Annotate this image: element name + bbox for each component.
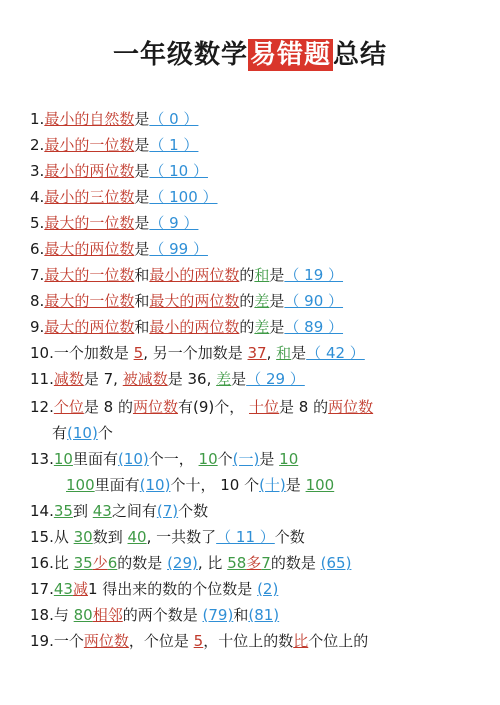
answer-text: （ 100 ） xyxy=(149,188,218,206)
keyword-text: 最大的一位数 xyxy=(44,214,135,232)
keyword-text: 7 xyxy=(261,554,271,572)
problem-number: 5. xyxy=(30,214,45,232)
problem-text: 之间有 xyxy=(111,502,157,520)
problem-number: 13. xyxy=(30,450,54,468)
problem-text: 是 xyxy=(134,188,150,206)
problem-text: 是 xyxy=(231,370,247,388)
keyword-text: 最大的两位数 xyxy=(44,240,135,258)
keyword-text: 35 xyxy=(73,554,93,572)
problem-line xyxy=(30,212,198,234)
keyword-text: 43 xyxy=(92,502,112,520)
problem-text: 与 xyxy=(53,606,74,624)
keyword-text: 6 xyxy=(107,554,118,572)
problem-text: 个 xyxy=(97,424,113,442)
answer-text: （ 11 ） xyxy=(216,528,275,546)
keyword-text: 最小的两位数 xyxy=(44,162,135,180)
answer-text: (10) xyxy=(139,476,171,494)
problem-line xyxy=(66,474,334,496)
keyword-text: 最大的两位数 xyxy=(149,292,240,310)
answer-text: （ 89 ） xyxy=(284,318,344,336)
keyword-text: 10 xyxy=(53,450,73,468)
keyword-text: 多 xyxy=(246,554,262,572)
problem-text: 是 8 的 xyxy=(279,398,329,416)
problem-number: 7. xyxy=(30,266,45,284)
answer-text: （ 29 ） xyxy=(246,370,305,388)
keyword-text: 最小的三位数 xyxy=(44,188,135,206)
answer-text: (10) xyxy=(117,450,149,468)
problem-number: 17. xyxy=(30,580,54,598)
problem-text: 1 得出来的数的个位数是 xyxy=(87,580,258,598)
problem-text: 个十， 10 个 xyxy=(170,476,260,494)
answer-text: （ 19 ） xyxy=(284,266,344,284)
problem-text: 是 7, xyxy=(83,370,123,388)
problem-text: 个位上的 xyxy=(308,632,369,650)
problem-number: 1. xyxy=(30,110,45,128)
answer-text: (65) xyxy=(320,554,352,572)
problem-text: 是 xyxy=(291,344,307,362)
keyword-text: 58 xyxy=(227,554,247,572)
keyword-text: 35 xyxy=(53,502,73,520)
problem-text: 个数 xyxy=(274,528,305,546)
problem-text: 是 36, xyxy=(167,370,217,388)
problem-text: ，个位是 xyxy=(128,632,194,650)
problem-text: 是 xyxy=(269,266,285,284)
problem-text: 里面有 xyxy=(94,476,140,494)
problem-text: 一个 xyxy=(53,632,84,650)
problem-text: 和 xyxy=(134,266,150,284)
problem-number: 18. xyxy=(30,606,54,624)
problem-text: , 一共数了 xyxy=(146,528,217,546)
keyword-text: 两位数 xyxy=(328,398,374,416)
keyword-text: 最大的一位数 xyxy=(44,292,135,310)
answer-text: （ 1 ） xyxy=(149,136,199,154)
keyword-text: 最小的两位数 xyxy=(149,266,240,284)
problem-text: 的 xyxy=(239,318,255,336)
keyword-text: 差 xyxy=(216,370,232,388)
keyword-text: 减 xyxy=(72,580,88,598)
problem-line xyxy=(30,578,278,600)
keyword-text: 37 xyxy=(247,344,267,362)
problem-text: 是 xyxy=(134,214,150,232)
problem-number: 3. xyxy=(30,162,45,180)
problem-line xyxy=(30,448,298,470)
problem-text: 个数 xyxy=(178,502,209,520)
problem-number: 4. xyxy=(30,188,45,206)
problem-text: 是 xyxy=(134,240,150,258)
answer-text: (81) xyxy=(248,606,280,624)
problem-number: 2. xyxy=(30,136,45,154)
problem-text: 有(9)个， xyxy=(177,398,250,416)
problem-line xyxy=(30,368,305,390)
answer-text: (一) xyxy=(232,450,260,468)
keyword-text: 30 xyxy=(73,528,93,546)
problem-line xyxy=(30,630,368,652)
answer-text: （ 90 ） xyxy=(284,292,344,310)
title-highlight: 易错题 xyxy=(249,40,331,70)
problem-number: 16. xyxy=(30,554,54,572)
keyword-text: 少 xyxy=(92,554,108,572)
answer-text: (2) xyxy=(257,580,279,598)
keyword-text: 差 xyxy=(254,292,270,310)
problem-number: 14. xyxy=(30,502,54,520)
problem-text: 是 xyxy=(134,136,150,154)
keyword-text: 十位 xyxy=(249,398,280,416)
keyword-text: 80 xyxy=(73,606,93,624)
problem-number: 8. xyxy=(30,292,45,310)
title-part-3: 总结 xyxy=(333,40,388,70)
problem-text: 是 xyxy=(269,318,285,336)
problem-text: 和 xyxy=(134,318,150,336)
keyword-text: 5 xyxy=(133,344,144,362)
answer-text: (十) xyxy=(259,476,286,494)
problem-text: 有 xyxy=(52,424,68,442)
problem-text: 和 xyxy=(134,292,150,310)
problem-line xyxy=(30,552,351,574)
problem-text: 到 xyxy=(72,502,93,520)
problem-number: 9. xyxy=(30,318,45,336)
problem-text: 的 xyxy=(239,292,255,310)
keyword-text: 100 xyxy=(305,476,335,494)
problem-text: 的 xyxy=(239,266,255,284)
problem-text: , 另一个加数是 xyxy=(143,344,248,362)
keyword-text: 最大的一位数 xyxy=(44,266,135,284)
problem-line xyxy=(30,604,279,626)
problem-text: 数到 xyxy=(92,528,128,546)
keyword-text: 10 xyxy=(279,450,299,468)
keyword-text: 个位 xyxy=(53,398,84,416)
answer-text: （ 42 ） xyxy=(306,344,365,362)
answer-text: (79) xyxy=(202,606,234,624)
problem-number: 12. xyxy=(30,398,54,416)
keyword-text: 最小的自然数 xyxy=(44,110,135,128)
problem-text: 个一， xyxy=(148,450,199,468)
answer-text: （ 9 ） xyxy=(149,214,199,232)
answer-text: （ 10 ） xyxy=(149,162,208,180)
keyword-text: 最小的一位数 xyxy=(44,136,135,154)
keyword-text: 差 xyxy=(254,318,270,336)
answer-text: (10) xyxy=(67,424,98,442)
problem-text: 的数是 xyxy=(270,554,321,572)
answer-text: （ 0 ） xyxy=(149,110,199,128)
answer-text: (29) xyxy=(167,554,198,572)
problem-line xyxy=(30,316,343,338)
keyword-text: 相邻 xyxy=(92,606,123,624)
problem-text: 比 xyxy=(53,554,74,572)
keyword-text: 10 xyxy=(198,450,218,468)
keyword-text: 和 xyxy=(276,344,292,362)
problem-number: 10. xyxy=(30,344,54,362)
problem-text: 是 xyxy=(269,292,285,310)
problem-line xyxy=(30,500,208,522)
problem-text: 是 xyxy=(259,450,280,468)
problem-text: 一个加数是 xyxy=(53,344,134,362)
problem-text: 的数是 xyxy=(117,554,168,572)
problem-text: , xyxy=(266,344,277,362)
problem-number: 11. xyxy=(30,370,54,388)
keyword-text: 被减数 xyxy=(122,370,168,388)
keyword-text: 两位数 xyxy=(83,632,129,650)
problem-line xyxy=(30,160,208,182)
problem-line xyxy=(30,134,198,156)
problem-text: 的两个数是 xyxy=(122,606,203,624)
answer-text: （ 99 ） xyxy=(149,240,208,258)
keyword-text: 和 xyxy=(254,266,270,284)
keyword-text: 5 xyxy=(193,632,204,650)
problem-line xyxy=(30,396,373,418)
problem-text: 是 xyxy=(134,162,150,180)
problem-text: , 比 xyxy=(197,554,228,572)
keyword-text: 40 xyxy=(127,528,147,546)
keyword-text: 100 xyxy=(66,476,95,494)
problem-line xyxy=(30,526,305,548)
problem-line xyxy=(30,186,218,208)
problem-text: 里面有 xyxy=(72,450,118,468)
problem-text: 是 8 的 xyxy=(83,398,133,416)
problem-line xyxy=(30,342,365,364)
problem-text: ，十位上的数 xyxy=(203,632,294,650)
problem-text: 是 xyxy=(285,476,306,494)
problem-line xyxy=(30,290,343,312)
problem-line xyxy=(30,238,208,260)
problem-text: 和 xyxy=(233,606,249,624)
keyword-text: 最小的两位数 xyxy=(149,318,240,336)
title-part-1: 一年级数学 xyxy=(112,40,248,70)
problem-line xyxy=(30,264,343,286)
keyword-text: 两位数 xyxy=(132,398,178,416)
keyword-text: 减数 xyxy=(53,370,84,388)
answer-text: (7) xyxy=(156,502,179,520)
problem-text: 是 xyxy=(134,110,150,128)
keyword-text: 比 xyxy=(293,632,309,650)
problem-text: 从 xyxy=(53,528,74,546)
problem-number: 15. xyxy=(30,528,54,546)
problem-line xyxy=(52,422,113,444)
problem-number: 6. xyxy=(30,240,45,258)
keyword-text: 最大的两位数 xyxy=(44,318,135,336)
keyword-text: 43 xyxy=(53,580,73,598)
problem-text: 个 xyxy=(217,450,233,468)
problem-number: 19. xyxy=(30,632,54,650)
page-title xyxy=(0,34,500,71)
problem-line xyxy=(30,108,198,130)
